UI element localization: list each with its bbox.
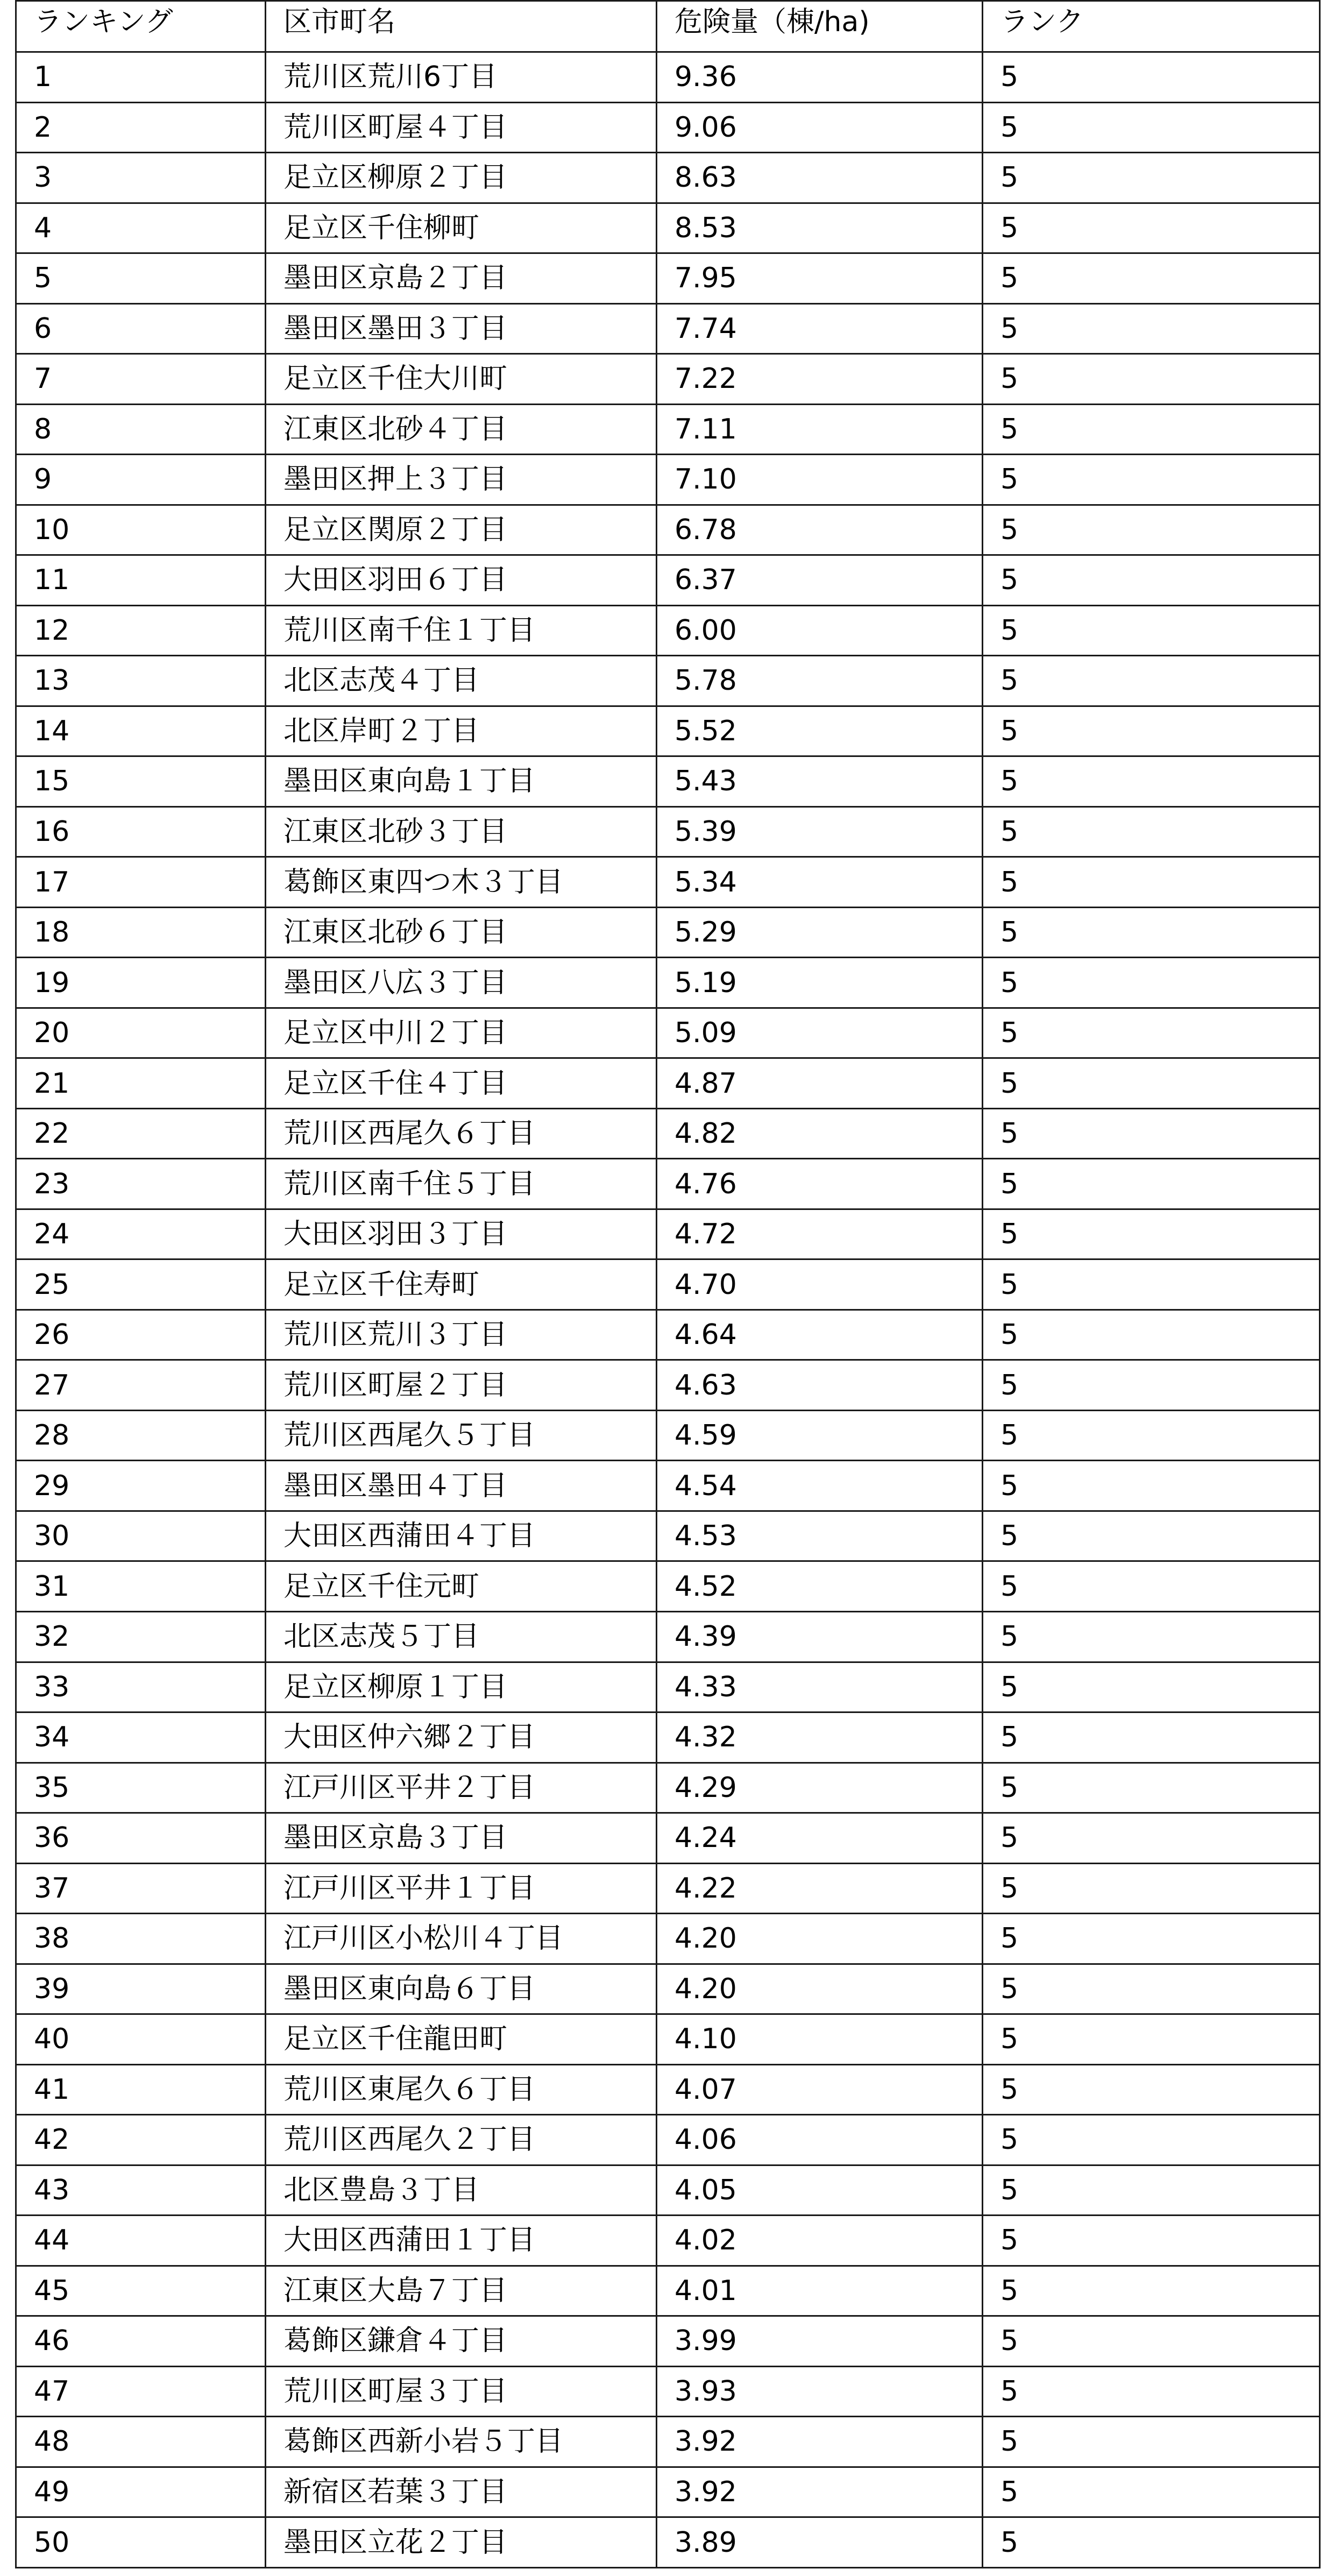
cell-district-name: 墨田区八広３丁目 [266,958,657,1008]
cell-district-name: 荒川区町屋３丁目 [266,2366,657,2417]
cell-rank: 5 [983,1964,1320,2014]
cell-rank: 5 [983,907,1320,958]
cell-ranking: 24 [16,1209,266,1259]
cell-district-name: 荒川区荒川6丁目 [266,52,657,103]
cell-district-name: 墨田区墨田３丁目 [266,303,657,354]
table-row [16,1058,1320,1109]
cell-district-name: 荒川区西尾久６丁目 [266,1108,657,1159]
cell-ranking: 25 [16,1259,266,1310]
cell-rank: 5 [983,1259,1320,1310]
table-row [16,2417,1320,2467]
cell-district-name: 江東区北砂４丁目 [266,404,657,455]
cell-district-name: 葛飾区鎌倉４丁目 [266,2316,657,2367]
cell-risk-amount: 9.06 [657,102,983,153]
cell-rank: 5 [983,806,1320,857]
cell-rank: 5 [983,1008,1320,1058]
header-ranking: ランキング [16,1,266,52]
table-row [16,303,1320,354]
cell-ranking: 16 [16,806,266,857]
cell-ranking: 12 [16,605,266,656]
table-row [16,907,1320,958]
table-row [16,1511,1320,1561]
cell-risk-amount: 5.39 [657,806,983,857]
cell-rank: 5 [983,706,1320,756]
table-row [16,857,1320,908]
cell-ranking: 21 [16,1058,266,1109]
cell-risk-amount: 4.07 [657,2064,983,2115]
table-row [16,958,1320,1008]
cell-district-name: 荒川区西尾久２丁目 [266,2115,657,2165]
table-row [16,1360,1320,1411]
cell-ranking: 29 [16,1461,266,1511]
table-row [16,2266,1320,2316]
header-district-name: 区市町名 [266,1,657,52]
table-row [16,1863,1320,1914]
cell-district-name: 足立区千住４丁目 [266,1058,657,1109]
table-row [16,505,1320,555]
cell-rank: 5 [983,404,1320,455]
cell-district-name: 江東区大島７丁目 [266,2266,657,2316]
cell-district-name: 北区豊島３丁目 [266,2165,657,2216]
cell-district-name: 大田区仲六郷２丁目 [266,1712,657,1763]
cell-district-name: 荒川区町屋４丁目 [266,102,657,153]
header-rank: ランク [983,1,1320,52]
cell-ranking: 38 [16,1914,266,1964]
cell-ranking: 13 [16,656,266,706]
table-row [16,555,1320,606]
table-row [16,2014,1320,2065]
cell-district-name: 足立区千住寿町 [266,1259,657,1310]
cell-district-name: 荒川区東尾久６丁目 [266,2064,657,2115]
cell-district-name: 新宿区若葉３丁目 [266,2467,657,2517]
cell-district-name: 足立区柳原２丁目 [266,153,657,203]
cell-rank: 5 [983,2517,1320,2568]
cell-risk-amount: 5.34 [657,857,983,908]
cell-district-name: 大田区羽田６丁目 [266,555,657,606]
cell-rank: 5 [983,1461,1320,1511]
cell-rank: 5 [983,1712,1320,1763]
table-row [16,2517,1320,2568]
cell-rank: 5 [983,2064,1320,2115]
cell-rank: 5 [983,2266,1320,2316]
cell-risk-amount: 4.05 [657,2165,983,2216]
header-row [16,1,1320,52]
cell-risk-amount: 5.09 [657,1008,983,1058]
cell-district-name: 足立区中川２丁目 [266,1008,657,1058]
cell-risk-amount: 3.92 [657,2417,983,2467]
cell-risk-amount: 4.63 [657,1360,983,1411]
cell-ranking: 45 [16,2266,266,2316]
cell-rank: 5 [983,1662,1320,1712]
cell-rank: 5 [983,1209,1320,1259]
cell-rank: 5 [983,2366,1320,2417]
cell-district-name: 荒川区西尾久５丁目 [266,1410,657,1461]
cell-district-name: 足立区千住柳町 [266,203,657,253]
table-row [16,1008,1320,1058]
cell-risk-amount: 4.82 [657,1108,983,1159]
cell-ranking: 28 [16,1410,266,1461]
cell-ranking: 20 [16,1008,266,1058]
cell-ranking: 32 [16,1611,266,1662]
cell-ranking: 39 [16,1964,266,2014]
cell-risk-amount: 6.37 [657,555,983,606]
cell-district-name: 足立区千住元町 [266,1561,657,1612]
cell-ranking: 48 [16,2417,266,2467]
cell-risk-amount: 4.32 [657,1712,983,1763]
cell-district-name: 江東区北砂６丁目 [266,907,657,958]
table-row [16,1561,1320,1612]
cell-risk-amount: 4.59 [657,1410,983,1461]
table-body [16,52,1320,2568]
cell-district-name: 足立区千住大川町 [266,354,657,405]
cell-risk-amount: 4.20 [657,1964,983,2014]
cell-district-name: 荒川区荒川３丁目 [266,1310,657,1360]
cell-risk-amount: 3.93 [657,2366,983,2417]
cell-ranking: 27 [16,1360,266,1411]
cell-ranking: 49 [16,2467,266,2517]
cell-rank: 5 [983,1914,1320,1964]
cell-ranking: 14 [16,706,266,756]
table-row [16,2366,1320,2417]
cell-risk-amount: 7.95 [657,253,983,304]
cell-risk-amount: 5.78 [657,656,983,706]
cell-rank: 5 [983,958,1320,1008]
cell-risk-amount: 4.54 [657,1461,983,1511]
cell-ranking: 33 [16,1662,266,1712]
cell-district-name: 足立区関原２丁目 [266,505,657,555]
cell-rank: 5 [983,2316,1320,2367]
cell-rank: 5 [983,1108,1320,1159]
cell-risk-amount: 5.43 [657,756,983,807]
cell-rank: 5 [983,1360,1320,1411]
cell-ranking: 2 [16,102,266,153]
cell-district-name: 墨田区東向島６丁目 [266,1964,657,2014]
cell-risk-amount: 3.92 [657,2467,983,2517]
table-row [16,455,1320,505]
cell-district-name: 荒川区南千住１丁目 [266,605,657,656]
cell-risk-amount: 3.89 [657,2517,983,2568]
cell-risk-amount: 4.10 [657,2014,983,2065]
cell-rank: 5 [983,756,1320,807]
cell-risk-amount: 6.00 [657,605,983,656]
cell-district-name: 墨田区京島２丁目 [266,253,657,304]
cell-risk-amount: 7.10 [657,455,983,505]
cell-risk-amount: 4.24 [657,1813,983,1864]
cell-ranking: 3 [16,153,266,203]
cell-district-name: 墨田区墨田４丁目 [266,1461,657,1511]
cell-rank: 5 [983,555,1320,606]
cell-rank: 5 [983,153,1320,203]
cell-risk-amount: 8.53 [657,203,983,253]
table-row [16,1209,1320,1259]
table-row [16,102,1320,153]
table-row [16,756,1320,807]
cell-district-name: 大田区羽田３丁目 [266,1209,657,1259]
cell-rank: 5 [983,2417,1320,2467]
ranking-table [15,0,1321,2568]
cell-district-name: 北区志茂５丁目 [266,1611,657,1662]
cell-ranking: 5 [16,253,266,304]
cell-rank: 5 [983,52,1320,103]
cell-risk-amount: 4.01 [657,2266,983,2316]
cell-rank: 5 [983,1813,1320,1864]
table-row [16,1813,1320,1864]
cell-risk-amount: 4.22 [657,1863,983,1914]
cell-risk-amount: 6.78 [657,505,983,555]
cell-risk-amount: 4.29 [657,1763,983,1813]
table-row [16,153,1320,203]
table-row [16,1159,1320,1209]
cell-district-name: 大田区西蒲田１丁目 [266,2216,657,2266]
cell-risk-amount: 4.52 [657,1561,983,1612]
cell-district-name: 足立区千住龍田町 [266,2014,657,2065]
cell-ranking: 35 [16,1763,266,1813]
table-row [16,1259,1320,1310]
cell-ranking: 7 [16,354,266,405]
table-row [16,2216,1320,2266]
table-row [16,1611,1320,1662]
table-row [16,2115,1320,2165]
cell-risk-amount: 4.33 [657,1662,983,1712]
cell-district-name: 葛飾区東四つ木３丁目 [266,857,657,908]
cell-district-name: 荒川区南千住５丁目 [266,1159,657,1209]
cell-rank: 5 [983,253,1320,304]
cell-risk-amount: 5.29 [657,907,983,958]
cell-rank: 5 [983,1511,1320,1561]
cell-ranking: 10 [16,505,266,555]
table-row [16,605,1320,656]
cell-ranking: 31 [16,1561,266,1612]
table-row [16,1108,1320,1159]
cell-district-name: 荒川区町屋２丁目 [266,1360,657,1411]
cell-risk-amount: 7.74 [657,303,983,354]
cell-rank: 5 [983,605,1320,656]
cell-rank: 5 [983,1159,1320,1209]
cell-ranking: 11 [16,555,266,606]
cell-district-name: 江戸川区平井２丁目 [266,1763,657,1813]
cell-risk-amount: 4.64 [657,1310,983,1360]
cell-risk-amount: 4.39 [657,1611,983,1662]
cell-district-name: 葛飾区西新小岩５丁目 [266,2417,657,2467]
cell-district-name: 墨田区京島３丁目 [266,1813,657,1864]
table-row [16,1410,1320,1461]
cell-rank: 5 [983,102,1320,153]
cell-ranking: 41 [16,2064,266,2115]
cell-ranking: 19 [16,958,266,1008]
cell-rank: 5 [983,303,1320,354]
cell-ranking: 1 [16,52,266,103]
cell-rank: 5 [983,2165,1320,2216]
cell-rank: 5 [983,1410,1320,1461]
header-risk-amount: 危険量（棟/ha) [657,1,983,52]
cell-rank: 5 [983,1310,1320,1360]
cell-rank: 5 [983,2467,1320,2517]
cell-district-name: 墨田区東向島１丁目 [266,756,657,807]
cell-risk-amount: 7.22 [657,354,983,405]
table-row [16,203,1320,253]
table-row [16,2165,1320,2216]
cell-risk-amount: 9.36 [657,52,983,103]
cell-risk-amount: 4.20 [657,1914,983,1964]
cell-rank: 5 [983,2115,1320,2165]
cell-risk-amount: 4.53 [657,1511,983,1561]
table-row [16,1310,1320,1360]
cell-rank: 5 [983,2014,1320,2065]
table-row [16,1662,1320,1712]
cell-ranking: 44 [16,2216,266,2266]
cell-rank: 5 [983,1863,1320,1914]
cell-district-name: 江東区北砂３丁目 [266,806,657,857]
table-row [16,52,1320,103]
table-row [16,2467,1320,2517]
cell-risk-amount: 4.02 [657,2216,983,2266]
cell-risk-amount: 4.06 [657,2115,983,2165]
cell-ranking: 42 [16,2115,266,2165]
table-row [16,1914,1320,1964]
cell-district-name: 墨田区立花２丁目 [266,2517,657,2568]
cell-district-name: 足立区柳原１丁目 [266,1662,657,1712]
cell-ranking: 30 [16,1511,266,1561]
table-row [16,2064,1320,2115]
cell-ranking: 22 [16,1108,266,1159]
cell-rank: 5 [983,1561,1320,1612]
cell-ranking: 26 [16,1310,266,1360]
cell-rank: 5 [983,354,1320,405]
cell-ranking: 17 [16,857,266,908]
cell-rank: 5 [983,455,1320,505]
cell-district-name: 大田区西蒲田４丁目 [266,1511,657,1561]
cell-risk-amount: 5.52 [657,706,983,756]
cell-rank: 5 [983,656,1320,706]
table-row [16,1763,1320,1813]
cell-ranking: 18 [16,907,266,958]
cell-risk-amount: 4.72 [657,1209,983,1259]
cell-district-name: 北区志茂４丁目 [266,656,657,706]
table-row [16,404,1320,455]
cell-risk-amount: 7.11 [657,404,983,455]
cell-ranking: 6 [16,303,266,354]
table-row [16,2316,1320,2367]
table-row [16,706,1320,756]
cell-ranking: 8 [16,404,266,455]
cell-ranking: 4 [16,203,266,253]
cell-ranking: 36 [16,1813,266,1864]
table-header [16,1,1320,52]
cell-ranking: 50 [16,2517,266,2568]
cell-ranking: 23 [16,1159,266,1209]
cell-ranking: 47 [16,2366,266,2417]
cell-risk-amount: 4.70 [657,1259,983,1310]
cell-ranking: 9 [16,455,266,505]
table-row [16,806,1320,857]
table-row [16,1712,1320,1763]
cell-rank: 5 [983,203,1320,253]
table-row [16,253,1320,304]
table-row [16,656,1320,706]
cell-risk-amount: 4.76 [657,1159,983,1209]
cell-district-name: 墨田区押上３丁目 [266,455,657,505]
cell-risk-amount: 3.99 [657,2316,983,2367]
cell-rank: 5 [983,1611,1320,1662]
cell-ranking: 40 [16,2014,266,2065]
cell-district-name: 江戸川区小松川４丁目 [266,1914,657,1964]
cell-rank: 5 [983,2216,1320,2266]
cell-rank: 5 [983,857,1320,908]
cell-ranking: 46 [16,2316,266,2367]
cell-risk-amount: 8.63 [657,153,983,203]
cell-district-name: 北区岸町２丁目 [266,706,657,756]
cell-ranking: 15 [16,756,266,807]
table-row [16,1964,1320,2014]
cell-risk-amount: 4.87 [657,1058,983,1109]
table-row [16,354,1320,405]
cell-rank: 5 [983,1763,1320,1813]
cell-risk-amount: 5.19 [657,958,983,1008]
cell-ranking: 37 [16,1863,266,1914]
cell-rank: 5 [983,1058,1320,1109]
cell-ranking: 43 [16,2165,266,2216]
table-row [16,1461,1320,1511]
cell-ranking: 34 [16,1712,266,1763]
cell-district-name: 江戸川区平井１丁目 [266,1863,657,1914]
cell-rank: 5 [983,505,1320,555]
